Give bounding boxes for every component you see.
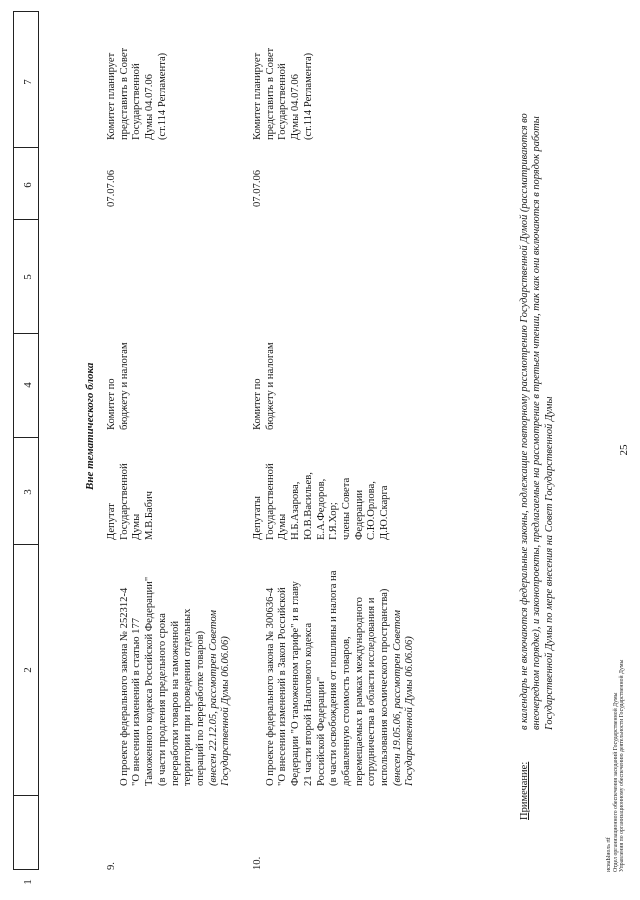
bill-author: Депутаты Государственной Думы Н.Б.Азарова, Ю.В.Васильев, Е.А.Федоров, Г.Я.Хор; члены Совета Федерации С.Ю.Орлова, Д.Ю.Скарга bbox=[252, 463, 391, 540]
row-title bbox=[106, 536, 233, 786]
row-title bbox=[252, 536, 417, 786]
column-header-2: 2 bbox=[22, 667, 34, 673]
column-header-1: 1 bbox=[22, 879, 34, 885]
footnote-text: в календарь не включаются федеральные законы, подлежащие повторному рассмотрению Государственной Думой (рассматриваются во внеочередном порядке), и законопроекты, предлагаемые на рассмотрение в третьем чтении, так как они включаются в порядок работы Государственной Думы по мере внесения на Совет Государственной Думы bbox=[519, 113, 555, 730]
row-note: Комитет планирует представить в Совет Государственной Думы 04.07.06 (ст.114 Регламента) bbox=[252, 47, 314, 140]
responsible-committee: Комитет по бюджету и налогам bbox=[106, 342, 130, 430]
column-header-4: 4 bbox=[22, 382, 34, 388]
page-number: 25 bbox=[618, 444, 630, 456]
bill-title: О проекте федерального закона № 300636-4 "О внесении изменений в Закон Российской Федерации "О таможенном тарифе" и в главу 21 части второй Налогового кодекса Российской Федерации" (в части освобождения от пошлины и налога на добавленную стоимость товаров, перемещаемых в рамках международного сотрудничества в области исследования и использования космического пространства) bbox=[264, 570, 391, 786]
column-header-6: 6 bbox=[22, 182, 34, 188]
responsible-committee: Комитет по бюджету и налогам bbox=[252, 342, 276, 430]
bill-status: (внесен 22.12.05, рассмотрен Советом Государственной Думы 06.06.06) bbox=[207, 610, 232, 786]
document-footer: исиаЫиоль rtf Отдел организационного обеспечения заседаний Государственной Думы Управления по организационному обеспечению деятельности Государственной Думы bbox=[606, 659, 626, 872]
consideration-date: 07.07.06 bbox=[252, 169, 263, 207]
section-title: Вне тематического блока bbox=[84, 362, 96, 490]
column-header-7: 7 bbox=[22, 79, 34, 85]
row-number: 10. bbox=[252, 856, 263, 870]
column-header-3: 3 bbox=[22, 489, 34, 495]
row-number: 9. bbox=[106, 862, 117, 870]
bill-author: Депутат Государственной Думы М.В.Бабич bbox=[106, 463, 156, 540]
bill-status: (внесен 19.05.06, рассмотрен Советом Государственной Думы 06.06.06) bbox=[391, 610, 416, 786]
footnote-label: Примечание: bbox=[519, 761, 530, 820]
bill-title: О проекте федерального закона № 252312-4 "О внесении изменений в статью 177 Таможенного кодекса Российской Федерации" (в части продления предельного срока переработки товаров на таможенной территории при проведении отдельных операций по переработке товаров) bbox=[118, 576, 206, 786]
row-note: Комитет планирует представить в Совет Государственной Думы 04.07.06 (ст.114 Регламента) bbox=[106, 47, 168, 140]
consideration-date: 07.07.06 bbox=[106, 169, 117, 207]
column-header-5: 5 bbox=[22, 274, 34, 280]
